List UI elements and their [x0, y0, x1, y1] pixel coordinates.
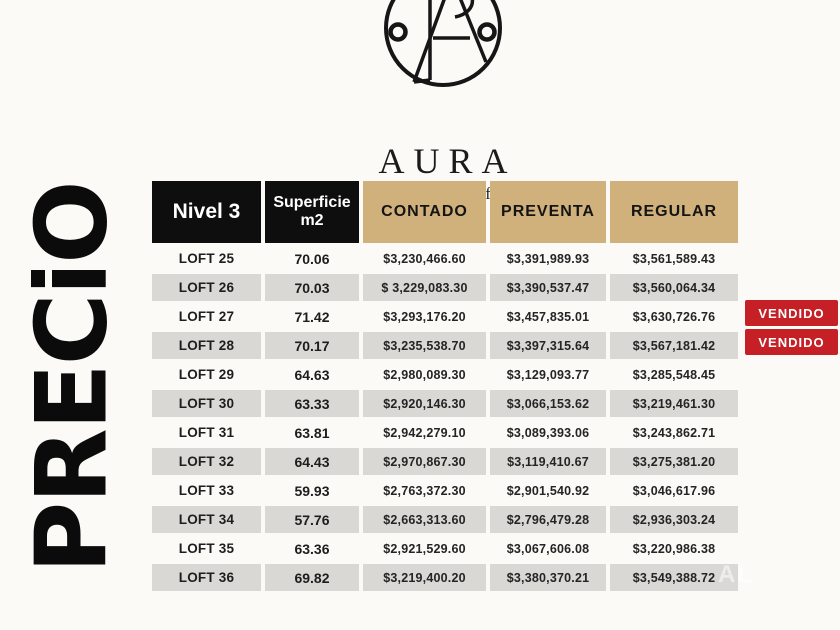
- superficie-cell: 69.82: [265, 564, 359, 591]
- loft-cell: LOFT 33: [178, 483, 235, 498]
- watermark: AL: [718, 561, 754, 588]
- regular-cell: $3,560,064.34: [610, 274, 738, 301]
- regular-cell: $3,567,181.42: [610, 332, 738, 359]
- aura-monogram-icon: [330, 0, 556, 142]
- loft-cell: LOFT 34: [152, 506, 261, 533]
- superficie-cell: 64.43: [265, 448, 359, 475]
- contado-cell: $2,663,313.60: [363, 506, 486, 533]
- brand-name: AURA: [378, 141, 517, 181]
- preventa-cell: $3,391,989.93: [506, 251, 590, 266]
- superficie-cell: 63.81: [294, 424, 330, 441]
- regular-cell: $3,275,381.20: [610, 448, 738, 475]
- regular-cell: $2,936,303.24: [610, 506, 738, 533]
- superficie-cell: 63.36: [294, 540, 330, 557]
- loft-cell: LOFT 26: [152, 274, 261, 301]
- preventa-cell: $2,901,540.92: [506, 483, 590, 498]
- loft-cell: LOFT 29: [178, 367, 235, 382]
- preventa-cell: $3,397,315.64: [490, 332, 606, 359]
- regular-cell: $3,630,726.76: [632, 309, 716, 324]
- loft-cell: LOFT 28: [152, 332, 261, 359]
- contado-cell: $2,921,529.60: [383, 541, 466, 556]
- loft-cell: LOFT 30: [152, 390, 261, 417]
- contado-cell: $2,942,279.10: [383, 425, 466, 440]
- preventa-cell: $3,390,537.47: [490, 274, 606, 301]
- price-table: [152, 181, 738, 591]
- logo: [330, 0, 556, 204]
- header-superficie-line1: Superficie: [273, 193, 351, 211]
- regular-cell: $3,549,388.72: [610, 564, 738, 591]
- preventa-cell: $3,457,835.01: [506, 309, 590, 324]
- contado-cell: $2,980,089.30: [383, 367, 466, 382]
- header-nivel: Nivel 3: [152, 181, 261, 243]
- header-regular: REGULAR: [610, 181, 738, 243]
- contado-cell: $3,219,400.20: [363, 564, 486, 591]
- preventa-cell: $3,129,093.77: [506, 367, 590, 382]
- regular-cell: $3,285,548.45: [632, 367, 716, 382]
- loft-cell: LOFT 32: [152, 448, 261, 475]
- superficie-cell: 70.03: [265, 274, 359, 301]
- regular-cell: $3,243,862.71: [632, 425, 716, 440]
- superficie-cell: 64.63: [294, 366, 330, 383]
- header-superficie: [265, 181, 359, 243]
- contado-cell: $3,230,466.60: [383, 251, 466, 266]
- superficie-cell: 59.93: [294, 482, 330, 499]
- contado-cell: $2,970,867.30: [363, 448, 486, 475]
- loft-cell: LOFT 25: [178, 251, 235, 266]
- loft-cell: LOFT 36: [152, 564, 261, 591]
- superficie-cell: 71.42: [294, 308, 330, 325]
- superficie-cell: 70.17: [265, 332, 359, 359]
- loft-cell: LOFT 35: [178, 541, 235, 556]
- header-contado: CONTADO: [363, 181, 486, 243]
- regular-cell: $3,220,986.38: [632, 541, 716, 556]
- contado-cell: $3,293,176.20: [383, 309, 466, 324]
- superficie-cell: 70.06: [294, 250, 330, 267]
- superficie-cell: 63.33: [265, 390, 359, 417]
- regular-cell: $3,219,461.30: [610, 390, 738, 417]
- preventa-cell: $3,089,393.06: [506, 425, 590, 440]
- preventa-cell: $3,119,410.67: [490, 448, 606, 475]
- contado-cell: $2,763,372.30: [383, 483, 466, 498]
- preventa-cell: $3,380,370.21: [490, 564, 606, 591]
- loft-cell: LOFT 31: [178, 425, 235, 440]
- preventa-cell: $3,066,153.62: [490, 390, 606, 417]
- regular-cell: $3,561,589.43: [632, 251, 716, 266]
- contado-cell: $ 3,229,083.30: [363, 274, 486, 301]
- regular-cell: $3,046,617.96: [632, 483, 716, 498]
- superficie-cell: 57.76: [265, 506, 359, 533]
- vendido-badge: VENDIDO: [745, 329, 838, 355]
- contado-cell: $3,235,538.70: [363, 332, 486, 359]
- precio-vertical-label: PRECiO: [15, 182, 130, 574]
- loft-cell: LOFT 27: [178, 309, 235, 324]
- preventa-cell: $2,796,479.28: [490, 506, 606, 533]
- contado-cell: $2,920,146.30: [363, 390, 486, 417]
- preventa-cell: $3,067,606.08: [506, 541, 590, 556]
- vendido-badge: VENDIDO: [745, 300, 838, 326]
- header-superficie-line2: m2: [300, 212, 324, 229]
- header-preventa: PREVENTA: [490, 181, 606, 243]
